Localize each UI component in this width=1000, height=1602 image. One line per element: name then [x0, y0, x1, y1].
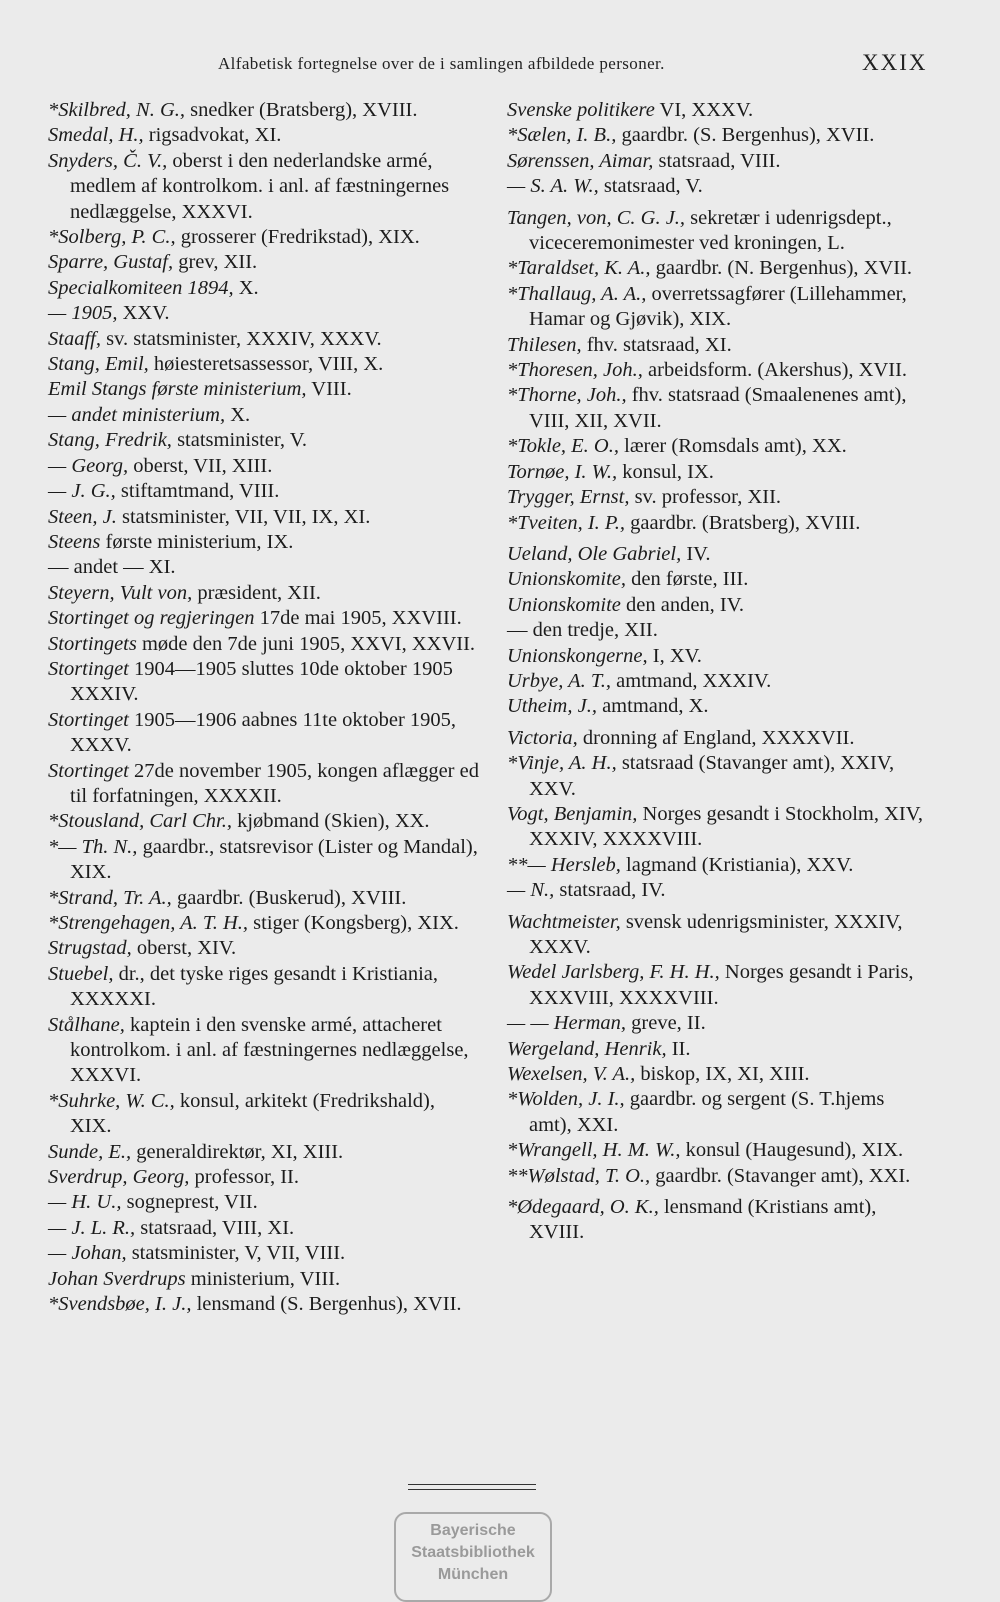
entry-name: *Taraldset, K. A.,	[507, 257, 651, 280]
entry-text: statsraad, VIII, XI.	[135, 1216, 295, 1239]
entry-text: — andet — XI.	[48, 556, 176, 579]
index-entry	[507, 853, 927, 878]
index-entry	[48, 632, 480, 657]
index-entry	[48, 606, 480, 631]
entry-name: Stortinget	[48, 657, 129, 680]
entry-text: professor, II.	[189, 1166, 300, 1189]
entry-text: kaptein i den svenske armé, attacheret kontrolkom. i anl. af fæstningernes nedlæggelse, XXXVI.	[70, 1013, 469, 1087]
entry-text: ministerium, VIII.	[185, 1267, 341, 1290]
entry-text: stiftamtmand, VIII.	[115, 480, 280, 503]
entry-text: statsminister, VII, VII, IX, XI.	[116, 505, 371, 528]
index-entry	[507, 669, 927, 694]
entry-text: II.	[666, 1037, 691, 1060]
entry-text: grosserer (Fredrikstad), XIX.	[175, 226, 420, 249]
entry-name: — J. G.,	[48, 480, 116, 503]
entry-name: *Vinje, A. H.,	[507, 752, 617, 775]
entry-text: svensk udenrigsminister, XXXIV, XXXV.	[529, 910, 903, 958]
index-entry	[507, 149, 927, 174]
index-entry	[507, 644, 927, 669]
index-entry	[507, 98, 927, 123]
entry-text: X.	[233, 276, 259, 299]
entry-name: Strugstad,	[48, 937, 132, 960]
closing-rule	[408, 1484, 536, 1485]
index-entry	[48, 149, 480, 225]
entry-name: *Thorne, Joh.,	[507, 384, 627, 407]
entry-text: fhv. statsraad, XI.	[581, 333, 732, 356]
entry-text: oberst i den nederlandske armé, medlem af kontrolkom. i anl. af fæstningernes nedlæggelse, XXXVI.	[70, 149, 450, 223]
entry-text: gaardbr. (Buskerud), XVIII.	[171, 886, 407, 909]
index-entry	[507, 1138, 927, 1163]
index-entry	[48, 301, 480, 326]
entry-name: Stang, Fredrik,	[48, 429, 172, 452]
entry-name: **Wølstad, T. O.,	[507, 1164, 651, 1187]
index-entry	[48, 225, 480, 250]
entry-name: — N.,	[507, 879, 555, 902]
entry-name: *Wrangell, H. M. W.,	[507, 1139, 681, 1162]
entry-name: Wexelsen, V. A.,	[507, 1063, 636, 1086]
entry-name: Tornøe, I. W.,	[507, 460, 618, 483]
entry-name: *Suhrke, W. C.,	[48, 1089, 175, 1112]
index-entry	[48, 809, 480, 834]
entry-name: Wachtmeister,	[507, 910, 621, 933]
entry-text: statsraad, IV.	[554, 879, 666, 902]
index-entry	[48, 505, 480, 530]
entry-text: Norges gesandt i Stockholm, XIV, XXXIV, XXXXVIII.	[529, 802, 924, 851]
entry-text: sogneprest, VII.	[121, 1191, 258, 1214]
entry-name: *Tokle, E. O.,	[507, 435, 619, 458]
entry-text: amtmand, X.	[596, 695, 709, 718]
entry-text: Norges gesandt i Paris, XXXVIII, XXXXVIII.	[529, 961, 914, 1009]
index-entry	[48, 352, 480, 377]
entry-text: sekretær i udenrigsdept., viceceremonimester ved kroningen, L.	[529, 206, 892, 255]
entry-name: — — Herman,	[507, 1012, 627, 1035]
entry-name: Steens	[48, 530, 101, 553]
entry-text: præsident, XII.	[192, 581, 321, 604]
entry-text: gaardbr., statsrevisor (Lister og Mandal), XIX.	[70, 835, 478, 884]
entry-name: Stålhane,	[48, 1013, 125, 1036]
index-entry	[507, 174, 927, 199]
entry-name: Unionskomite	[507, 593, 621, 616]
entry-text: lensmand (S. Bergenhus), XVII.	[191, 1293, 462, 1316]
stamp-line: Bayerische	[430, 1522, 516, 1539]
index-entry	[48, 581, 480, 606]
index-entry	[48, 98, 480, 123]
entry-text: statsraad, V.	[598, 175, 703, 198]
index-entry	[48, 657, 480, 708]
entry-text: fhv. statsraad (Smaalenenes amt), VIII, XII, XVII.	[529, 384, 907, 432]
index-entry	[48, 403, 480, 428]
entry-text: 27de november 1905, kongen aflægger ed til forfatningen, XXXXII.	[70, 759, 479, 807]
entry-text: gaardbr. og sergent (S. T.hjems amt), XXI.	[529, 1088, 885, 1136]
index-entry	[507, 485, 927, 510]
entry-text: sv. statsminister, XXXIV, XXXV.	[100, 327, 382, 350]
header-title: Alfabetisk fortegnelse over de i samlingen afbildede personer.	[218, 54, 665, 73]
entry-name: Stortinget	[48, 759, 129, 782]
entry-name: *Thoresen, Joh.,	[507, 359, 643, 382]
entry-text: gaardbr. (Stavanger amt), XXI.	[650, 1164, 911, 1187]
entry-text: snedker (Bratsberg), XVIII.	[185, 99, 418, 121]
index-entry	[48, 835, 480, 886]
index-entry	[507, 567, 927, 592]
entry-text: XXV.	[117, 302, 170, 325]
index-entry	[507, 1164, 927, 1189]
closing-rule	[408, 1489, 536, 1490]
entry-name: — J. L. R.,	[48, 1216, 136, 1239]
entry-name: Steyern, Vult von,	[48, 581, 193, 604]
index-entry	[507, 1087, 927, 1138]
index-entry	[507, 542, 927, 567]
index-entry	[48, 377, 480, 402]
entry-name: Vogt, Benjamin,	[507, 802, 638, 825]
entry-name: Utheim, J.,	[507, 695, 597, 718]
index-entry	[48, 1241, 480, 1266]
entry-text: kjøbmand (Skien), XX.	[231, 810, 430, 833]
entry-text: greve, II.	[626, 1012, 706, 1035]
index-entry	[48, 886, 480, 911]
index-entry	[48, 276, 480, 301]
entry-name: Sparre, Gustaf,	[48, 251, 174, 274]
index-entry	[507, 802, 927, 853]
index-entry	[48, 479, 480, 504]
entry-name: Specialkomiteen 1894,	[48, 276, 234, 299]
entry-name: Wedel Jarlsberg, F. H. H.,	[507, 961, 720, 984]
index-entry	[48, 1216, 480, 1241]
entry-name: *Skilbred, N. G.,	[48, 99, 186, 121]
entry-name: Stortingets	[48, 632, 137, 655]
index-entry	[507, 593, 927, 618]
entry-name: Emil Stangs første ministerium,	[48, 378, 307, 401]
entry-text: konsul (Haugesund), XIX.	[680, 1139, 904, 1162]
entry-text: møde den 7de juni 1905, XXVI, XXVII.	[136, 632, 476, 655]
entry-name: Unionskomite,	[507, 568, 626, 591]
index-entry	[507, 1037, 927, 1062]
index-entry	[48, 1013, 480, 1089]
index-entry	[507, 123, 927, 148]
entry-text: rigsadvokat, XI.	[143, 124, 282, 147]
index-entry	[48, 530, 480, 555]
index-entry	[48, 1165, 480, 1190]
entry-name: **— Hersleb,	[507, 853, 621, 876]
index-entry	[507, 358, 927, 383]
index-entry	[507, 1011, 927, 1036]
index-entry	[48, 962, 480, 1013]
entry-name: — 1905,	[48, 302, 118, 325]
index-entry	[507, 511, 927, 536]
entry-name: *Solberg, P. C.,	[48, 226, 176, 249]
index-entry	[507, 1195, 927, 1246]
index-entry	[507, 206, 927, 257]
entry-text: VI, XXXV.	[654, 99, 754, 121]
entry-text: grev, XII.	[173, 251, 258, 274]
entry-name: — andet ministerium,	[48, 403, 226, 426]
entry-text: den første, III.	[626, 568, 749, 591]
entry-text: 17de mai 1905, XXVIII.	[254, 607, 462, 630]
index-column-left	[48, 98, 480, 1318]
entry-text: gaardbr. (S. Bergenhus), XVII.	[616, 124, 875, 147]
entry-text: VIII.	[306, 378, 352, 401]
entry-text: konsul, arkitekt (Fredrikshald), XIX.	[70, 1089, 435, 1138]
entry-name: *Ødegaard, O. K.,	[507, 1196, 659, 1219]
running-header	[0, 46, 1000, 86]
entry-name: *Strand, Tr. A.,	[48, 886, 172, 909]
index-entry	[48, 250, 480, 275]
index-entry	[507, 460, 927, 485]
library-stamp	[394, 1512, 552, 1602]
entry-text: biskop, IX, XI, XIII.	[635, 1063, 810, 1086]
entry-name: *Wolden, J. I.,	[507, 1088, 625, 1111]
entry-name: *Stousland, Carl Chr.,	[48, 810, 232, 833]
entry-text: sv. professor, XII.	[629, 486, 782, 509]
entry-name: Stortinget og regjeringen	[48, 607, 255, 630]
entry-name: Staaff,	[48, 327, 101, 350]
entry-name: — H. U.,	[48, 1191, 122, 1214]
index-entry	[48, 1140, 480, 1165]
entry-name: *Sælen, I. B.,	[507, 124, 617, 147]
entry-text: statsraad (Stavanger amt), XXIV, XXV.	[529, 752, 895, 800]
entry-text: overretssagfører (Lillehammer, Hamar og Gjøvik), XIX.	[529, 282, 907, 331]
entry-name: Stortinget	[48, 708, 129, 731]
entry-text: dronning af England, XXXXVII.	[577, 726, 855, 749]
index-entry	[48, 555, 480, 580]
entry-name: *Tveiten, I. P.,	[507, 511, 626, 534]
entry-name: Smedal, H.,	[48, 124, 144, 147]
index-entry	[507, 333, 927, 358]
entry-name: Stuebel,	[48, 962, 114, 985]
entry-text: statsminister, V.	[171, 429, 308, 452]
entry-text: gaardbr. (Bratsberg), XVIII.	[625, 511, 861, 534]
index-entry	[507, 256, 927, 281]
index-entry	[507, 282, 927, 333]
entry-text: første ministerium, IX.	[100, 530, 294, 553]
entry-text: IV.	[681, 542, 711, 565]
index-entry	[507, 694, 927, 719]
entry-text: lærer (Romsdals amt), XX.	[619, 435, 847, 458]
index-entry	[48, 327, 480, 352]
entry-name: Sunde, E.,	[48, 1140, 132, 1163]
index-entry	[48, 759, 480, 810]
entry-text: konsul, IX.	[617, 460, 714, 483]
index-entry	[48, 123, 480, 148]
entry-text: amtmand, XXXIV.	[611, 669, 772, 692]
index-entry	[507, 1062, 927, 1087]
entry-name: Svenske politikere	[507, 99, 655, 121]
index-entry	[48, 1292, 480, 1317]
entry-name: Trygger, Ernst,	[507, 486, 630, 509]
entry-text: høiesteretsassessor, VIII, X.	[148, 353, 384, 376]
index-entry	[48, 1190, 480, 1215]
entry-name: Sverdrup, Georg,	[48, 1166, 190, 1189]
entry-text: generaldirektør, XI, XIII.	[131, 1140, 344, 1163]
entry-name: *— Th. N.,	[48, 835, 138, 858]
entry-name: *Strengehagen, A. T. H.,	[48, 912, 249, 934]
index-entry	[48, 911, 480, 936]
index-entry	[507, 751, 927, 802]
entry-text: den anden, IV.	[620, 593, 745, 616]
entry-name: Sørenssen, Aimar,	[507, 149, 654, 172]
stamp-line: München	[437, 1566, 509, 1583]
entry-text: gaardbr. (N. Bergenhus), XVII.	[650, 257, 913, 280]
entry-name: — Georg,	[48, 454, 129, 477]
index-entry	[48, 428, 480, 453]
entry-text: statsminister, V, VII, VIII.	[126, 1242, 346, 1265]
index-entry	[507, 878, 927, 903]
index-entry	[48, 708, 480, 759]
entry-text: I, XV.	[647, 644, 702, 667]
index-entry	[48, 1089, 480, 1140]
entry-text: X.	[225, 403, 251, 426]
index-entry	[507, 726, 927, 751]
entry-name: — Johan,	[48, 1242, 127, 1265]
index-entry	[48, 936, 480, 961]
entry-text: — den tredje, XII.	[507, 619, 658, 642]
entry-text: lensmand (Kristians amt), XVIII.	[529, 1196, 877, 1244]
entry-text: 1904—1905 sluttes 10de oktober 1905 XXXIV.	[70, 657, 453, 706]
entry-name: Unionskongerne,	[507, 644, 648, 667]
entry-name: Stang, Emil,	[48, 353, 149, 376]
page-number: XXIX	[862, 50, 928, 75]
index-entry	[48, 1267, 480, 1292]
entry-name: Thilesen,	[507, 333, 582, 356]
entry-text: statsraad, VIII.	[653, 149, 781, 172]
entry-name: Wergeland, Henrik,	[507, 1037, 667, 1060]
index-entry	[507, 383, 927, 434]
index-entry	[507, 910, 927, 961]
index-entry	[48, 454, 480, 479]
entry-name: — S. A. W.,	[507, 175, 599, 198]
index-entry	[507, 960, 927, 1011]
entry-name: Urbye, A. T.,	[507, 669, 612, 692]
entry-name: Victoria,	[507, 726, 578, 749]
stamp-line: Staatsbibliothek	[411, 1544, 535, 1561]
entry-text: 1905—1906 aabnes 11te oktober 1905, XXXV.	[70, 708, 457, 757]
entry-text: lagmand (Kristiania), XXV.	[620, 853, 854, 876]
index-entry	[507, 434, 927, 459]
entry-text: stiger (Kongsberg), XIX.	[248, 912, 459, 934]
index-entry	[507, 618, 927, 643]
entry-text: arbeidsform. (Akershus), XVII.	[642, 359, 908, 382]
entry-name: *Thallaug, A. A.,	[507, 282, 647, 305]
entry-name: Ueland, Ole Gabriel,	[507, 542, 682, 565]
entry-name: *Svendsbøe, I. J.,	[48, 1293, 192, 1316]
entry-text: dr., det tyske riges gesandt i Kristiania, XXXXXI.	[70, 962, 438, 1011]
entry-text: oberst, VII, XIII.	[128, 454, 273, 477]
entry-name: Snyders, Č. V.,	[48, 149, 168, 172]
index-column-right	[507, 98, 927, 1246]
entry-name: Steen, J.	[48, 505, 117, 528]
entry-text: oberst, XIV.	[131, 937, 237, 960]
entry-name: Tangen, von, C. G. J.,	[507, 206, 686, 229]
entry-name: Johan Sverdrups	[48, 1267, 186, 1290]
